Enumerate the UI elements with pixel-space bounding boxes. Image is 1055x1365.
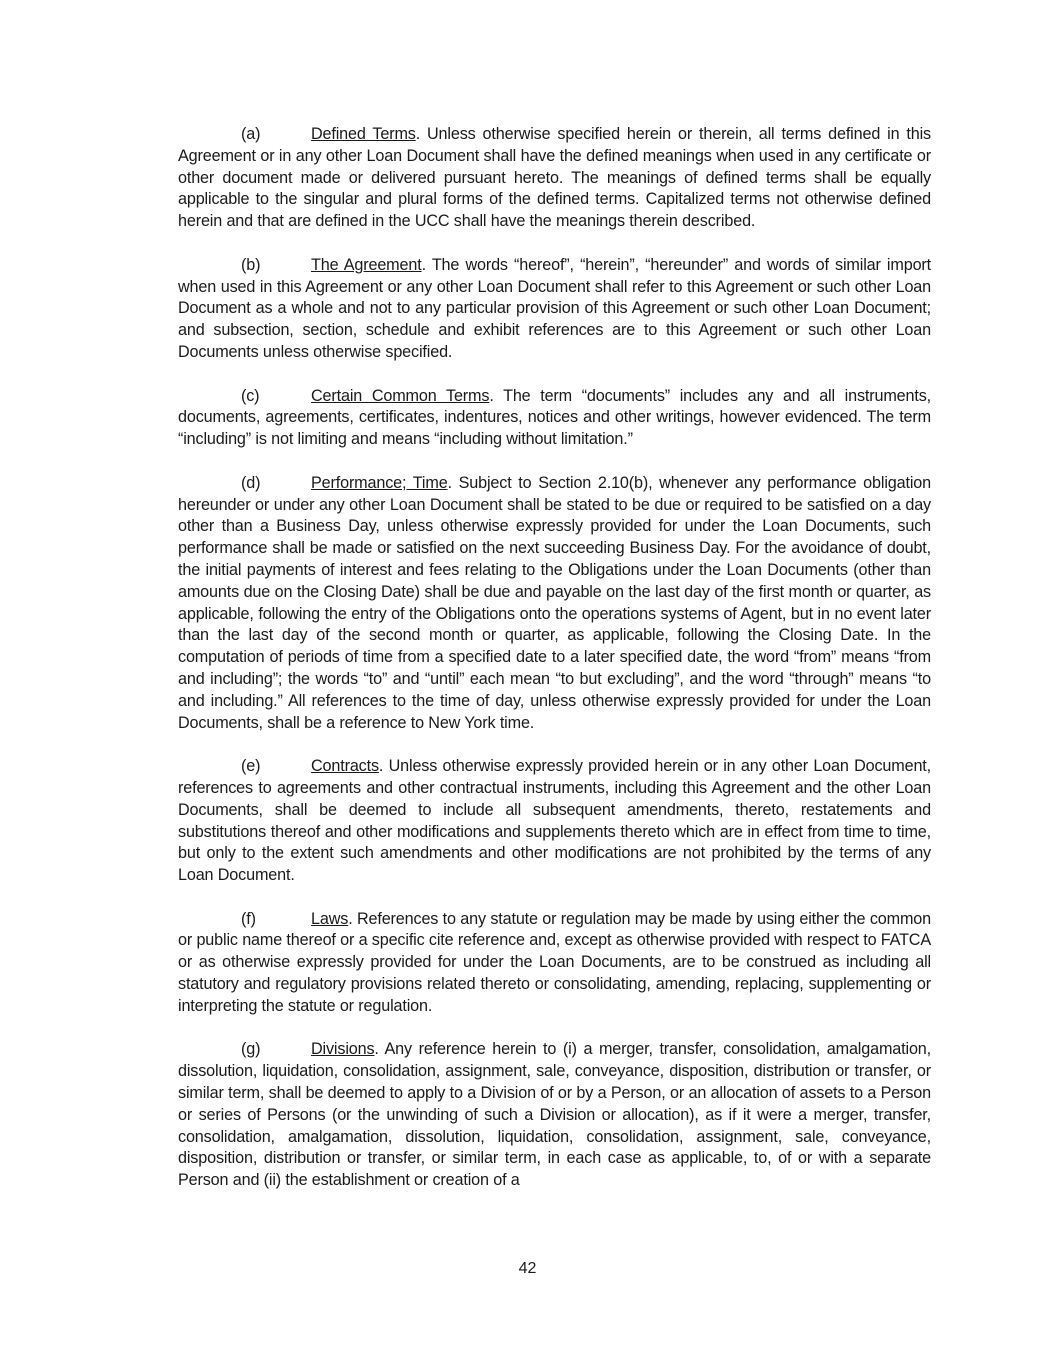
paragraph-text: . Any reference herein to (i) a merger, transfer, consolidation, amalgamation, dissolution, liquidation, consolidation, assignment, sale, conveyance, disposition, distribution or transfer, or similar term, shall be deemed to apply to a Division of or by a Person, or an allocation of assets to a Person or series of Persons (or the unwinding of such a Division or allocation), as if it were a merger, transfer, consolidation, amalgamation, dissolution, liquidation, consolidation, assignment, sale, conveyance, disposition, distribution or transfer, or similar term, in each case as applicable, to, of or with a separate Person and (ii) the establishment or creation of a [178, 1040, 931, 1190]
paragraph-heading: Defined Terms [311, 125, 416, 143]
paragraph-text: . Unless otherwise expressly provided herein or in any other Loan Document, references to agreements and other contractual instruments, including this Agreement and the other Loan Documents, shall be deemed to include all subsequent amendments, thereto, restatements and substitutions thereof and other modifications and supplements thereto which are in effect from time to time, but only to the extent such amendments and other modifications are not prohibited by the terms of any Loan Document. [178, 757, 931, 885]
paragraph-label: (d) [241, 473, 261, 492]
paragraph-heading: The Agreement [311, 255, 422, 274]
paragraph-text: . Subject to Section 2.10(b), whenever any performance obligation hereunder or under any other Loan Document shall be stated to be due or required to be satisfied on a day other than a Business Day, unless otherwise expressly provided for under the Loan Documents, such performance shall be made or satisfied on the next succeeding Business Day. For the avoidance of doubt, the initial payments of interest and fees relating to the Obligations under the Loan Documents (other than amounts due on the Closing Date) shall be due and payable on the last day of the first month or quarter, as applicable, following the entry of the Obligations onto the operations systems of Agent, but in no event later than the last day of the second month or quarter, as applicable, following the Closing Date. In the computation of periods of time from a specified date to a later specified date, the word “from” means “from and including”; the words “to” and “until” each mean “to but excluding”, and the word “through” means “to and including.” All references to the time of day, unless otherwise expressly provided for under the Loan Documents, shall be a reference to New York time. [178, 473, 931, 732]
paragraph-the-agreement [178, 255, 931, 364]
paragraph-heading: Performance; Time [311, 473, 448, 492]
paragraph-heading: Contracts [311, 757, 379, 776]
paragraph-text: . The term “documents” includes any and all instruments, documents, agreements, certificates, indentures, notices and other writings, however evidenced. The term “including” is not limiting and means “including without limitation.” [178, 386, 932, 449]
paragraph-label: (b) [241, 255, 261, 274]
paragraph-certain-common-terms [178, 386, 931, 451]
paragraph-heading: Certain Common Terms [311, 386, 490, 405]
document-body [178, 124, 931, 1214]
paragraph-label: (c) [241, 386, 260, 405]
paragraph-text: . Unless otherwise specified herein or therein, all terms defined in this Agreement or in any other Loan Document shall have the defined meanings when used in any certificate or other document made or delivered pursuant hereto. The meanings of defined terms shall be equally applicable to the singular and plural forms of the defined terms. Capitalized terms not otherwise defined herein and that are defined in the UCC shall have the meanings therein described. [178, 125, 931, 231]
paragraph-defined-terms [178, 124, 931, 233]
paragraph-heading: Laws [311, 909, 349, 928]
paragraph-label: (g) [241, 1040, 261, 1059]
paragraph-contracts [178, 756, 931, 887]
paragraph-divisions [178, 1039, 931, 1192]
paragraph-label: (f) [241, 909, 256, 928]
page-number: 42 [518, 1260, 537, 1277]
paragraph-laws [178, 909, 931, 1018]
paragraph-label: (a) [241, 125, 261, 143]
paragraph-label: (e) [241, 757, 261, 776]
paragraph-heading: Divisions [311, 1040, 375, 1059]
paragraph-text: . References to any statute or regulation may be made by using either the common or public name thereof or a specific cite reference and, except as otherwise provided with respect to FATCA or as otherwise expressly provided for under the Loan Documents, are to be construed as including all statutory and regulatory provisions related thereto or consolidating, amending, replacing, supplementing or interpreting the statute or regulation. [178, 909, 931, 1015]
paragraph-performance-time [178, 473, 931, 735]
paragraph-text: . The words “hereof”, “herein”, “hereunder” and words of similar import when used in this Agreement or any other Loan Document shall refer to this Agreement or such other Loan Document as a whole and not to any particular provision of this Agreement or such other Loan Document; and subsection, section, schedule and exhibit references are to this Agreement or such other Loan Documents unless otherwise specified. [178, 255, 932, 361]
